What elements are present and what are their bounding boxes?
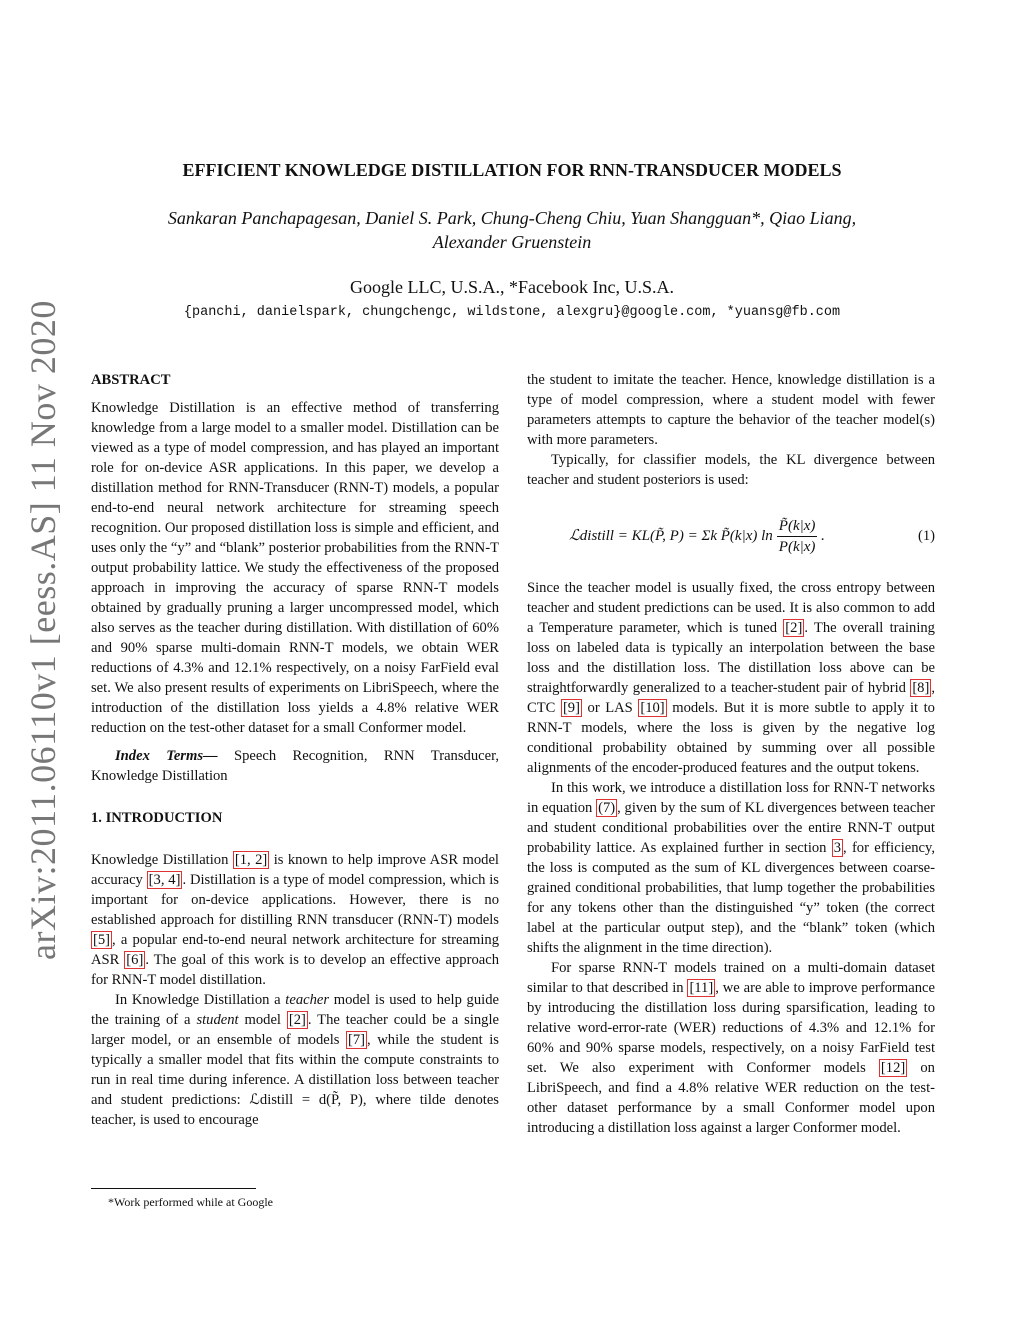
text-run: In this work, we introduce a distillation loss for RNN-T networks in equation	[527, 780, 935, 816]
citation-link[interactable]: [2]	[288, 1012, 306, 1028]
text-run: or LAS	[581, 700, 639, 716]
abstract-text: Knowledge Distillation is an effective method of transferring knowledge from a large model to a smaller model. Distillation can be viewed as a type of model compression, and has played an important role for on-device ASR applications. In this paper, we develop a distillation method for RNN-Transducer (RNN-T) models, a popular end-to-end neural network architecture for streaming speech recognition. Our proposed distillation loss is simple and efficient, and uses only the “y” and “blank” posterior probabilities from the RNN-T output probability lattice. We study the effectiveness of the proposed approach in improving the accuracy of sparse RNN-T models obtained by gradually pruning a larger uncompressed model, which also serves as the teacher during distillation. With distillation of 60% and 90% sparse multi-domain RNN-T models, we obtain WER reductions of 4.3% and 12.1% respectively, on a noisy FarField eval set. We also present results of experiments on LibriSpeech, where the introduction of the distillation loss yields a 4.8% relative WER reduction on the test-other dataset for a small Conformer model.	[91, 400, 499, 736]
index-terms	[91, 746, 499, 786]
text-run: model	[238, 1012, 287, 1028]
text-run: . The overall training loss on labeled data is typically an interpolation between the base loss and the distillation loss. The distillation loss above can be straightforwardly generalized to a teacher-student pair of hybrid	[527, 620, 935, 696]
affiliation: Google LLC, U.S.A., *Facebook Inc, U.S.A.	[350, 277, 674, 297]
fraction-numerator: P̃(k|x)	[777, 516, 818, 537]
equation-body: ℒdistill = KL(P̃, P) = Σk P̃(k|x) ln $\frac{P̃(k|x)}{P(k|x)}$ .	[569, 518, 825, 555]
text-run: model is used to help guide the training of a	[91, 992, 499, 1028]
right-paragraph-5	[527, 958, 935, 1138]
equation-1	[527, 498, 935, 570]
citation-link[interactable]: [8]	[912, 680, 930, 696]
citation-link[interactable]: [2]	[785, 620, 803, 636]
text-run: , a popular end-to-end neural network architecture for streaming ASR	[91, 932, 499, 968]
equation-lhs: ℒdistill = KL(P̃, P) = Σk P̃(k|x) ln	[569, 527, 773, 544]
text-run: , given by the sum of KL divergences between teacher and student conditional probabilities over the entire RNN-T output probability lattice. As explained further in section	[527, 800, 935, 856]
text-run: . The teacher could be a single larger model, or an ensemble of models	[91, 1012, 499, 1048]
citation-link[interactable]: [3, 4]	[148, 872, 181, 888]
text-run: , for efficiency, the loss is computed as the sum of KL divergences between coarse-grained conditional probabilities, that lump together the probabilities for any tokens other than the distinguished “y” token (the correct label at the particular output step), and the “blank” token (which shifts the alignment in the time direction).	[527, 840, 935, 956]
citation-link[interactable]: [7]	[348, 1032, 366, 1048]
text-run: on LibriSpeech, and find a 4.8% relative WER reduction on the test-other dataset performance by a small Conformer model upon introducing a distillation loss against a larger Conformer model.	[527, 1060, 935, 1136]
text-run: , we are able to improve performance by introducing the distillation loss during sparsification, leading to relative word-error-rate (WER) reductions of 4.3% and 12.1% for 60% and 90% sparse models, respectively, on a noisy FarField test set. We also experiment with Conformer models	[527, 980, 935, 1076]
equation-number: (1)	[917, 528, 935, 544]
text-run: . The goal of this work is to develop an effective approach for RNN-T model distillation.	[91, 952, 499, 988]
text-run: , CTC	[527, 680, 935, 716]
right-paragraph-1: the student to imitate the teacher. Hence, knowledge distillation is a type of model compression, where a student model with fewer parameters attempts to capture the behavior of the teacher model(s) with more parameters.	[527, 372, 935, 448]
right-column	[527, 370, 935, 1138]
text-run: For sparse RNN-T models trained on a multi-domain dataset similar to that described in	[527, 960, 935, 996]
text-run: In Knowledge Distillation a	[115, 992, 286, 1008]
author-emails: {panchi, danielspark, chungchengc, wildstone, alexgru}@google.com, *yuansg@fb.com	[183, 305, 841, 320]
footnote-divider	[91, 1188, 256, 1189]
text-run: models. But it is more subtle to apply it to RNN-T models, where the loss is given by the negative log conditional probability obtained by summing over all possible alignments of the encoder-produced features and the output tokens.	[527, 700, 935, 776]
emphasis-student: student	[196, 1012, 239, 1028]
authors-line-1: Sankaran Panchapagesan, Daniel S. Park, Chung-Cheng Chiu, Yuan Shangguan*, Qiao Liang,	[167, 208, 857, 228]
section-link[interactable]: 3	[833, 840, 842, 856]
text-run: . Distillation is a type of model compression, which is important for on-device applications. However, there is no established approach for distilling RNN transducer (RNN-T) models	[91, 872, 499, 928]
intro-heading: 1. INTRODUCTION	[91, 810, 223, 826]
footnote: *Work performed while at Google	[108, 1195, 273, 1209]
citation-link[interactable]: [5]	[93, 932, 111, 948]
citation-link[interactable]: [9]	[562, 700, 580, 716]
right-paragraph-2: Typically, for classifier models, the KL divergence between teacher and student posteriors is used:	[527, 452, 935, 488]
paper-title: EFFICIENT KNOWLEDGE DISTILLATION FOR RNN-TRANSDUCER MODELS	[182, 160, 842, 180]
text-run: Knowledge Distillation	[91, 852, 233, 868]
citation-link[interactable]: [6]	[126, 952, 144, 968]
text-run: Since the teacher model is usually fixed, the cross entropy between teacher and student predictions can be used. It is also common to add a Temperature parameter, which is tuned	[527, 580, 935, 636]
index-terms-label: Index Terms—	[115, 748, 218, 764]
citation-link[interactable]: [10]	[640, 700, 665, 716]
intro-paragraph-2	[91, 990, 499, 1130]
equation-link[interactable]: (7)	[598, 800, 616, 816]
intro-paragraph-1	[91, 850, 499, 990]
author-list	[120, 206, 904, 254]
right-paragraph-4	[527, 778, 935, 958]
right-paragraph-3	[527, 578, 935, 778]
citation-link[interactable]: [11]	[689, 980, 714, 996]
fraction-denominator: P(k|x)	[778, 539, 816, 555]
authors-line-2: Alexander Gruenstein	[432, 232, 592, 252]
text-run: , while the student is typically a smaller model that fits within the compute constraints to run in real time during inference. A distillation loss between teacher and student predictions: ℒdistill = d(P̃, P), where tilde denotes teacher, is used to encourage	[91, 1032, 499, 1128]
arxiv-identifier: arXiv:2011.06110v1 [eess.AS] 11 Nov 2020	[23, 300, 63, 960]
citation-link[interactable]: [1, 2]	[234, 852, 268, 868]
abstract-heading: ABSTRACT	[91, 372, 171, 388]
emphasis-teacher: teacher	[285, 992, 330, 1008]
index-terms-text: Speech Recognition, RNN Transducer, Knowledge Distillation	[91, 748, 499, 784]
text-run: is known to help improve ASR model accuracy	[91, 852, 499, 888]
equation-fraction	[777, 516, 818, 557]
left-column	[91, 370, 499, 1130]
citation-link[interactable]: [12]	[880, 1060, 906, 1076]
